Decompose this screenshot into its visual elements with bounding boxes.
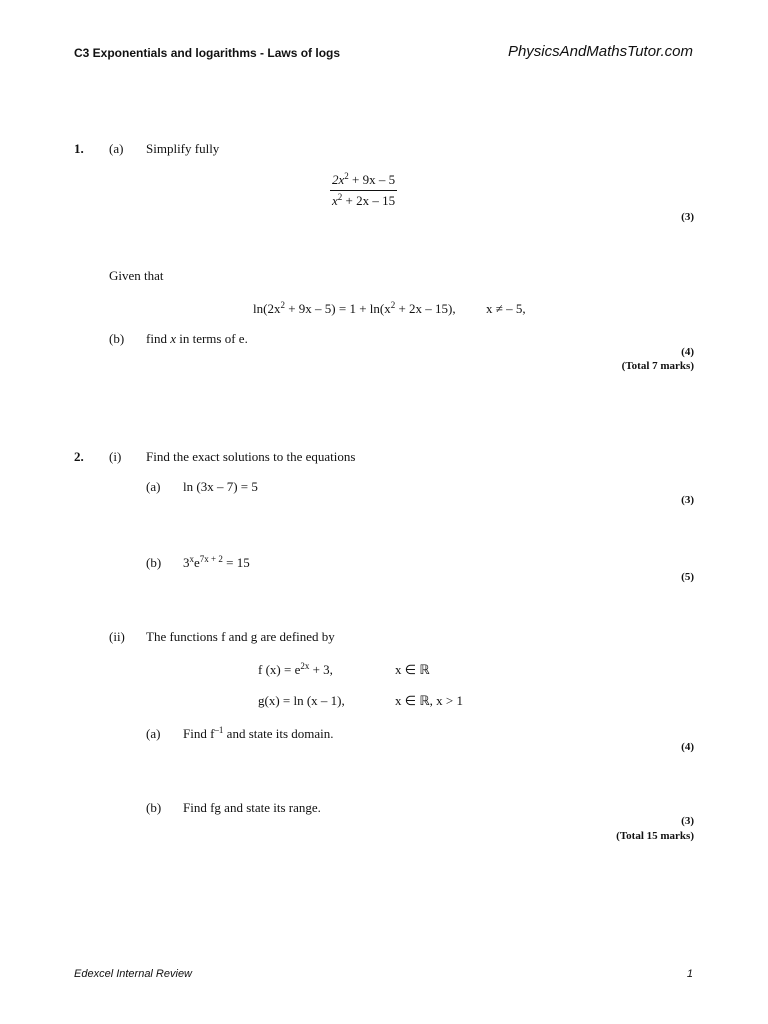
footer-source: Edexcel Internal Review [74,968,193,980]
q2-i-a-equation: ln (3x – 7) = 5 [183,479,258,494]
q2-part-i-text: Find the exact solutions to the equations [146,449,356,464]
q2-i-b-label: (b) [146,555,162,570]
g-definition: g(x) = ln (x – 1), [258,693,345,708]
q1-total-marks: (Total 7 marks) [621,360,694,372]
site-name: PhysicsAndMathsTutor.com [507,43,693,60]
page-number: 1 [686,968,693,980]
question-1-number: 1. [74,141,84,156]
q1-equation-condition: x ≠ – 5, [486,301,526,316]
q1-part-b-text: find x in terms of e. [146,331,248,346]
q1-equation: $\ln(2x^2 + 9x - 5) = 1 + \ln(x^2 + 2x - 15)$, [253,300,456,316]
q2-ii-a-label: (a) [146,726,161,741]
fraction-denominator: $x^2 + 2x - 15$ [332,192,396,208]
f-definition: f $(x) = e^{2x} + 3$, [258,661,333,677]
q1a-marks: (3) [681,211,694,223]
q2iib-marks: (3) [681,815,694,827]
fraction-numerator: $2x^2 + 9x - 5$ [330,172,397,191]
q2ib-marks: (5) [681,571,694,583]
q2-ii-b-text: Find fg and state its range. [183,800,321,815]
q1b-marks: (4) [681,346,694,358]
q1-given-text: Given that [109,268,164,283]
q1-part-b-label: (b) [109,331,125,346]
q2iia-marks: (4) [681,741,694,753]
q2-ii-b-label: (b) [146,800,162,815]
question-2-number: 2. [74,449,84,464]
q2-part-ii-text: The functions f and g are defined by [146,629,335,644]
q2-i-a-label: (a) [146,479,161,494]
q2-total-marks: (Total 15 marks) [616,830,694,842]
g-domain: x ∈ ℝ, x > 1 [395,693,463,708]
document-title: C3 Exponentials and logarithms - Laws of logs [74,46,341,60]
q1-part-a-text: Simplify fully [146,141,220,156]
q1-part-a-label: (a) [109,141,124,156]
q2ia-marks: (3) [681,494,694,506]
q2-part-i-label: (i) [109,449,122,464]
q2-i-b-equation: $3^xe^{7x + 2} = 15$ [183,554,250,570]
f-domain: x ∈ ℝ [395,662,430,677]
q2-ii-a-text: Find $f^{-1}$ and state its domain. [183,725,334,741]
q2-part-ii-label: (ii) [109,629,125,644]
q1-fraction [330,172,397,209]
